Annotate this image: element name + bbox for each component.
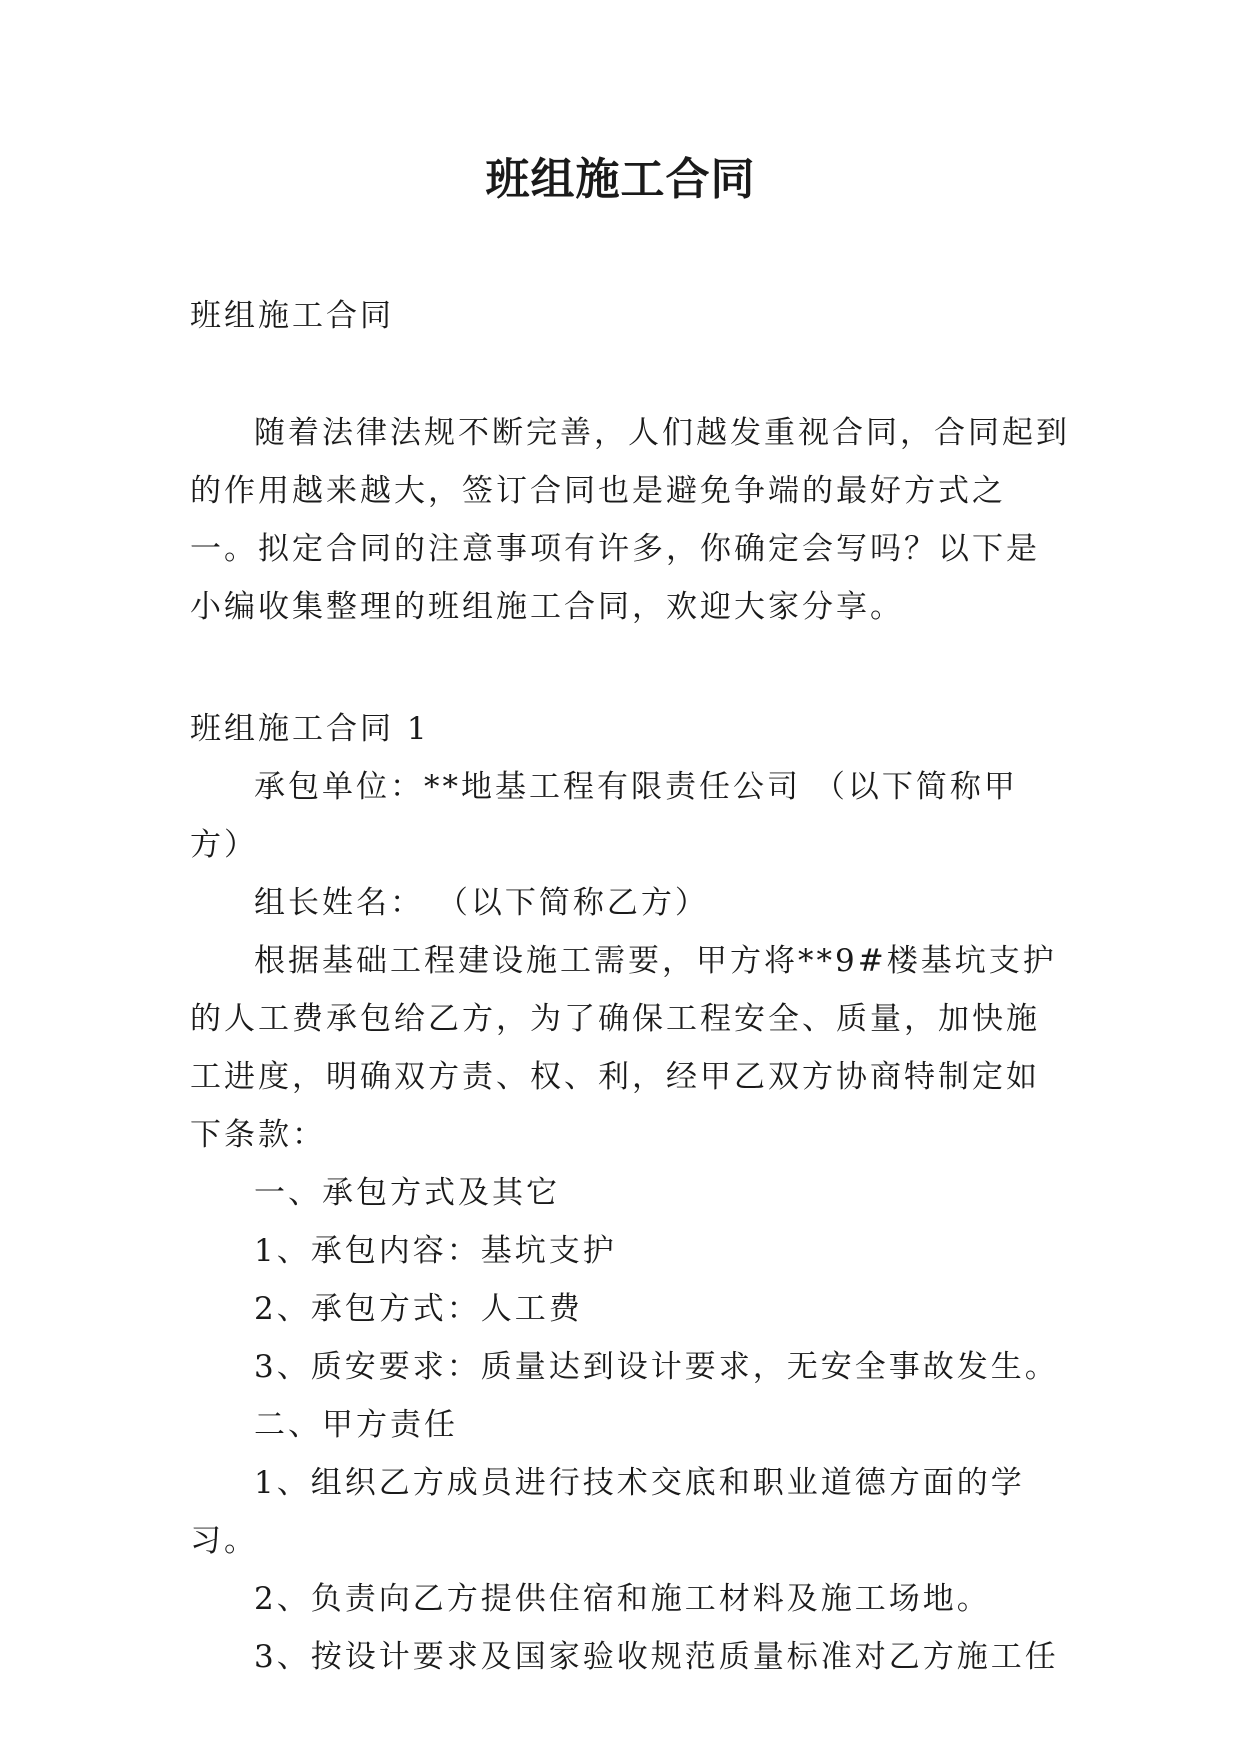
contractor-unit-line: 承包单位：**地基工程有限责任公司 （以下简称甲方）	[190, 769, 1018, 863]
clause-1-heading: 一、承包方式及其它	[254, 1175, 560, 1211]
section-heading: 班组施工合同 1	[190, 711, 430, 747]
clause-1-item-3: 3、质安要求：质量达到设计要求，无安全事故发生。	[254, 1349, 1059, 1385]
clause-2-item-3: 3、按设计要求及国家验收规范质量标准对乙方施工任	[254, 1639, 1059, 1675]
team-leader-line: 组长姓名： （以下简称乙方）	[254, 885, 709, 921]
subtitle-text: 班组施工合同	[190, 298, 394, 334]
intro-paragraph	[190, 404, 1070, 636]
document-subtitle	[190, 287, 1070, 345]
intro-text: 随着法律法规不断完善，人们越发重视合同，合同起到的作用越来越大，签订合同也是避免争端的最好方式之一。拟定合同的注意事项有许多，你确定会写吗？以下是小编收集整理的班组施工合同，欢迎大家分享。	[190, 415, 1070, 625]
contract-section	[190, 700, 1070, 1686]
clause-1-item-1: 1、承包内容：基坑支护	[254, 1233, 617, 1269]
preamble-paragraph: 根据基础工程建设施工需要，甲方将**9#楼基坑支护的人工费承包给乙方，为了确保工程安全、质量，加快施工进度，明确双方责、权、利，经甲乙双方协商特制定如下条款：	[190, 943, 1057, 1153]
clause-2-item-2: 2、负责向乙方提供住宿和施工材料及施工场地。	[254, 1581, 991, 1617]
clause-2-heading: 二、甲方责任	[254, 1407, 458, 1443]
document-title: 班组施工合同	[485, 154, 756, 205]
clause-1-item-2: 2、承包方式：人工费	[254, 1291, 583, 1327]
clause-2-item-1: 1、组织乙方成员进行技术交底和职业道德方面的学习。	[190, 1465, 1025, 1559]
